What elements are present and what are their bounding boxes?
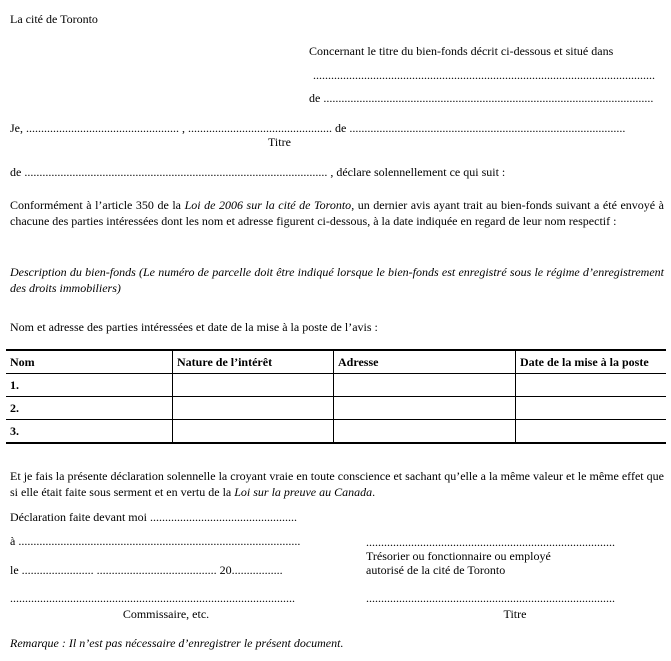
date-cell[interactable] xyxy=(516,374,667,397)
property-description-label: Description du bien-fonds (Le numéro de parcelle doit être indiqué lorsque le bien-fonds est enregistré sous le régime d’enregistrement des droits immobiliers) xyxy=(10,265,664,295)
declared-before-line[interactable]: Déclaration faite devant moi ................................................. xyxy=(10,510,297,524)
date-line[interactable]: le ........................ ........................................ 20................. xyxy=(10,563,283,577)
declaration-text-start: Et je fais la présente déclaration solennelle la croyant vraie en toute conscience et sachant qu’elle a la même valeur et le même effet que si elle était faite sous serment et en vertu de la xyxy=(10,469,664,499)
article-350-paragraph xyxy=(10,197,664,229)
titre-bottom-label: Titre xyxy=(503,607,527,621)
registration-note: Remarque : Il n’est pas nécessaire d’enregistrer le présent document. xyxy=(10,636,344,650)
evidence-act-name: Loi sur la preuve au Canada xyxy=(234,485,373,499)
row-number: 3. xyxy=(6,420,173,444)
column-header-adresse: Adresse xyxy=(334,350,516,374)
nature-cell[interactable] xyxy=(173,397,334,420)
table-row xyxy=(6,374,666,397)
date-cell[interactable] xyxy=(516,420,667,444)
declarant-name-line[interactable]: Je, ................................................... , ................................................ de ............................................................................................ xyxy=(10,121,626,135)
column-header-nature: Nature de l’intérêt xyxy=(173,350,334,374)
adresse-cell[interactable] xyxy=(334,374,516,397)
column-header-date: Date de la mise à la poste xyxy=(516,350,667,374)
adresse-cell[interactable] xyxy=(334,397,516,420)
concerning-title-text: Concernant le titre du bien-fonds décrit ci-dessous et situé dans xyxy=(309,44,614,58)
solemn-declaration-paragraph xyxy=(10,468,664,500)
row-number: 1. xyxy=(6,374,173,397)
table-header-row xyxy=(6,350,666,374)
column-header-nom: Nom xyxy=(6,350,173,374)
article-text-start: Conformément à l’article 350 de la xyxy=(10,198,185,212)
parties-table xyxy=(6,349,666,444)
titre-label: Titre xyxy=(268,135,291,149)
commissioner-label: Commissaire, etc. xyxy=(122,607,210,621)
treasurer-label-line1: Trésorier ou fonctionnaire ou employé xyxy=(366,549,551,563)
declaration-text-end: . xyxy=(372,485,376,499)
article-text-end: , un dernier avis ayant trait au bien-fonds suivant a été envoyé à chacune des parties intéressées dont les nom et adresse figurent ci-dessous, à la date indiquée en regard de leur nom respectif : xyxy=(10,198,664,228)
date-cell[interactable] xyxy=(516,397,667,420)
parties-table-intro: Nom et adresse des parties intéressées et date de la mise à la poste de l’avis : xyxy=(10,320,378,334)
location-de-field[interactable]: de .............................................................................................................. xyxy=(309,91,654,105)
declarant-location-line[interactable]: de ..................................................................................................... , déclare solennellement ce qui suit : xyxy=(10,165,506,179)
titre-signature-line[interactable]: ................................................................................... xyxy=(366,591,615,605)
row-number: 2. xyxy=(6,397,173,420)
adresse-cell[interactable] xyxy=(334,420,516,444)
law-name: Loi de 2006 sur la cité de Toronto xyxy=(184,198,352,212)
location-field[interactable]: .................................................................................................................. xyxy=(313,68,655,82)
table-row xyxy=(6,397,666,420)
treasurer-signature-line[interactable]: ................................................................................... xyxy=(366,535,615,549)
table-row xyxy=(6,420,666,444)
commissioner-signature-line[interactable]: ............................................................................................... xyxy=(10,591,295,605)
city-heading: La cité de Toronto xyxy=(10,12,98,26)
place-line[interactable]: à .............................................................................................. xyxy=(10,534,301,548)
nature-cell[interactable] xyxy=(173,420,334,444)
treasurer-label-line2: autorisé de la cité de Toronto xyxy=(366,563,506,577)
nature-cell[interactable] xyxy=(173,374,334,397)
